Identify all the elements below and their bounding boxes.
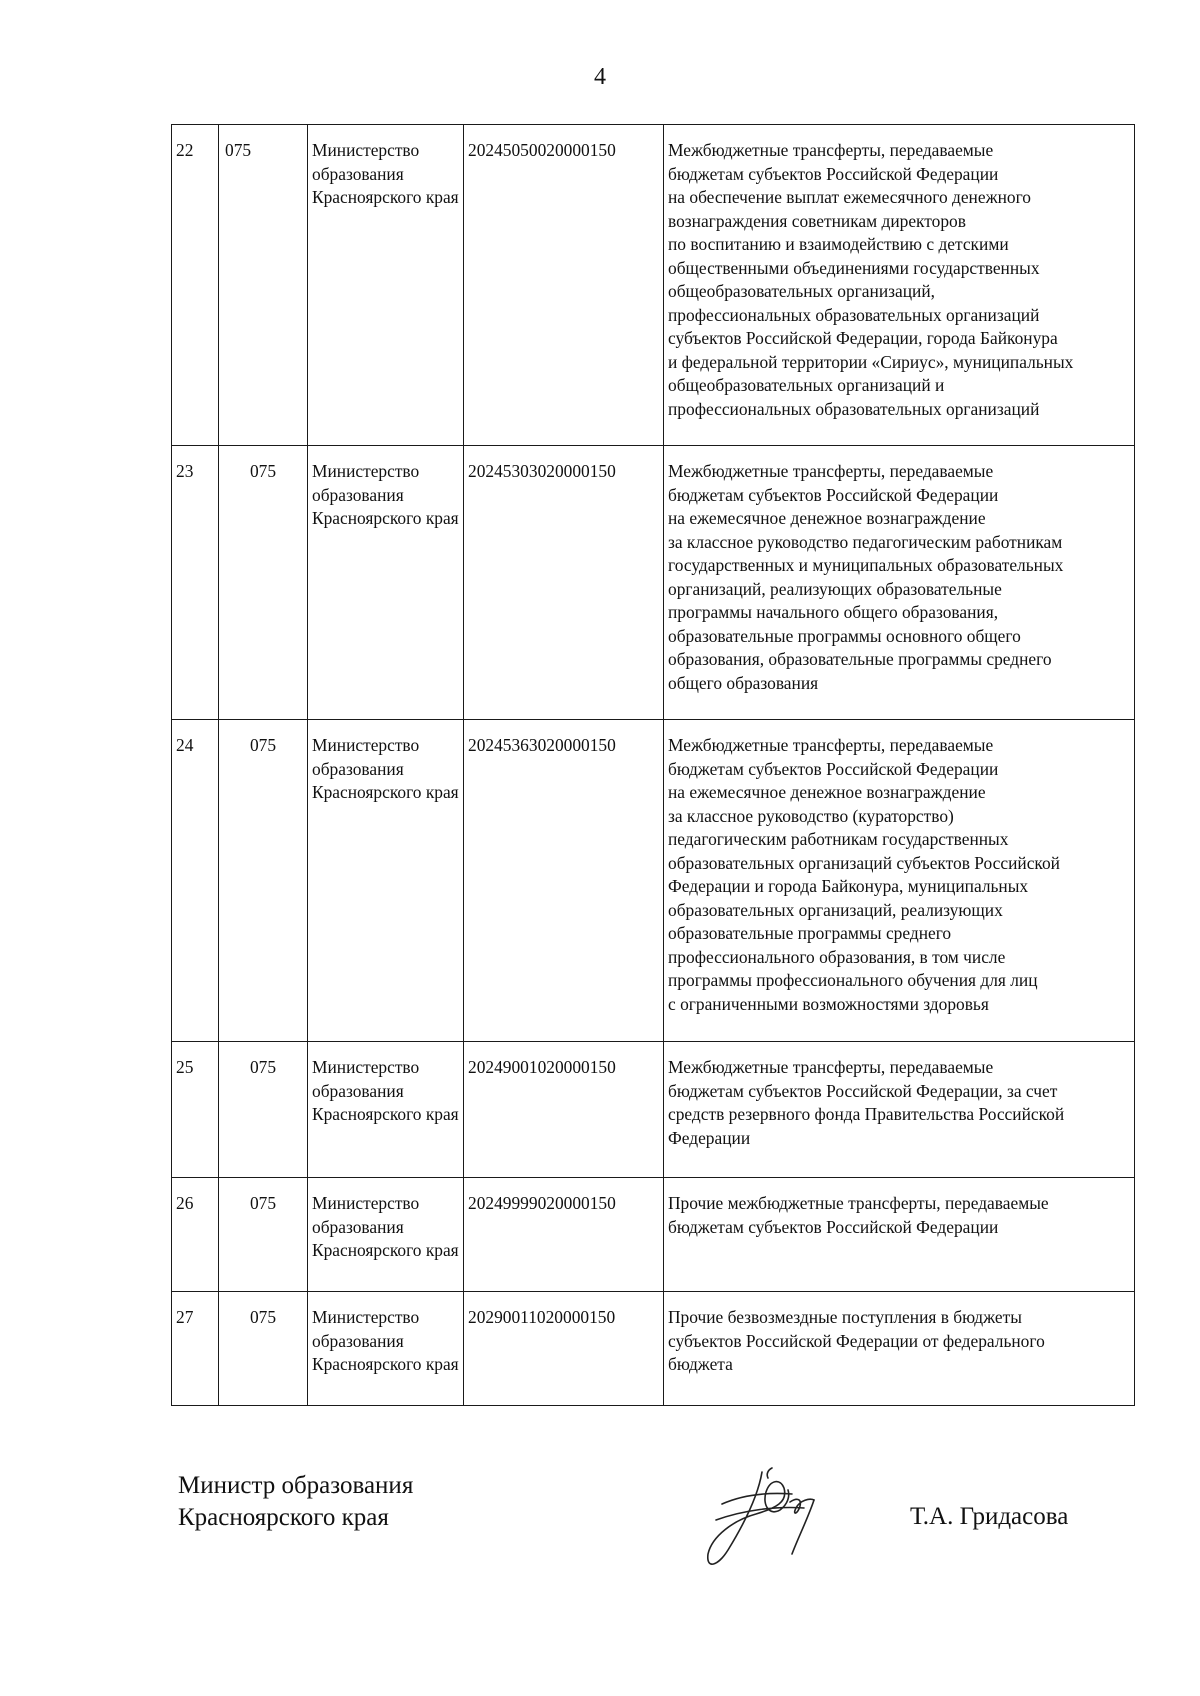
description-line: образовательные программы основного общего [668,625,1021,646]
admin-code: 075 [219,1292,308,1406]
description-line: программы начального общего образования, [668,602,999,622]
table-row [172,446,1135,720]
admin-code: 075 [219,446,308,720]
revenue-description [664,1292,1135,1406]
position-line: Красноярского края [178,1504,389,1531]
table-row [172,1178,1135,1292]
description-line: профессионального образования, в том числе [668,946,1006,967]
description-line: Прочие межбюджетные трансферты, передаваемые [668,1193,1049,1213]
revenue-description [664,125,1135,446]
revenue-description [664,1178,1135,1292]
organization-name: Министерство образования Красноярского края [308,1178,464,1292]
description-line: бюджета [668,1354,733,1374]
description-line: профессиональных образовательных организаций [668,304,1040,325]
revenue-description [664,720,1135,1042]
description-line: бюджетам субъектов Российской Федерации, за счет [668,1080,1058,1101]
description-line: образовательные программы среднего [668,923,952,943]
organization-name: Министерство образования Красноярского края [308,446,464,720]
revenue-description [664,446,1135,720]
description-line: образования, образовательные программы среднего [668,649,1052,669]
table-row [172,720,1135,1042]
budget-classification-code: 20245363020000150 [464,720,664,1042]
description-line: и федеральной территории «Сириус», муниципальных [668,351,1074,372]
description-line: Федерации [668,1127,751,1148]
description-line: образовательных организаций, реализующих [668,899,1003,920]
description-line: по воспитанию и взаимодействию с детскими [668,234,1009,254]
description-line: Межбюджетные трансферты, передаваемые [668,461,994,481]
description-line: бюджетам субъектов Российской Федерации [668,484,999,505]
description-line: организаций, реализующих образовательные [668,578,1002,599]
budget-classification-code: 20245050020000150 [464,125,664,446]
row-number: 27 [172,1292,219,1406]
page-number: 4 [594,64,606,90]
description-line: бюджетам субъектов Российской Федерации [668,758,999,779]
description-line: бюджетам субъектов Российской Федерации [668,163,999,184]
budget-classification-code: 20290011020000150 [464,1292,664,1406]
description-line: субъектов Российской Федерации от федерального [668,1330,1045,1351]
row-number: 24 [172,720,219,1042]
description-line: на ежемесячное денежное вознаграждение [668,508,986,528]
table-row [172,1042,1135,1178]
description-line: на ежемесячное денежное вознаграждение [668,782,986,802]
description-line: за классное руководство (кураторство) [668,805,954,826]
position-line: Министр образования [178,1472,414,1499]
description-line: Федерации и города Байконура, муниципальных [668,876,1029,896]
organization-name: Министерство образования Красноярского края [308,125,464,446]
row-number: 26 [172,1178,219,1292]
description-line: Межбюджетные трансферты, передаваемые [668,1057,994,1077]
admin-code: 075 [219,1042,308,1178]
description-line: Межбюджетные трансферты, передаваемые [668,735,994,755]
description-line: Прочие безвозмездные поступления в бюджеты [668,1307,1022,1327]
description-line: профессиональных образовательных организаций [668,398,1040,419]
description-line: с ограниченными возможностями здоровья [668,993,989,1014]
organization-name: Министерство образования Красноярского края [308,1292,464,1406]
description-line: субъектов Российской Федерации, города Байконура [668,328,1058,348]
description-line: бюджетам субъектов Российской Федерации [668,1216,999,1237]
organization-name: Министерство образования Красноярского края [308,1042,464,1178]
description-line: педагогическим работникам государственных [668,829,1009,849]
signatory-position [178,1470,413,1534]
row-number: 22 [172,125,219,446]
admin-code: 075 [219,125,308,446]
signatory-name: Т.А. Гридасова [910,1503,1069,1530]
budget-classification-code: 20249999020000150 [464,1178,664,1292]
description-line: Межбюджетные трансферты, передаваемые [668,140,994,160]
description-line: государственных и муниципальных образовательных [668,555,1064,575]
description-line: за классное руководство педагогическим работникам [668,531,1063,552]
table-row [172,1292,1135,1406]
organization-name: Министерство образования Красноярского края [308,720,464,1042]
budget-classification-code: 20249001020000150 [464,1042,664,1178]
admin-code: 075 [219,720,308,1042]
description-line: общего образования [668,672,819,693]
description-line: вознаграждения советникам директоров [668,210,966,231]
row-number: 23 [172,446,219,720]
description-line: образовательных организаций субъектов Российской [668,852,1060,873]
description-line: общественными объединениями государственных [668,257,1040,278]
row-number: 25 [172,1042,219,1178]
table-row [172,125,1135,446]
description-line: общеобразовательных организаций, [668,281,935,301]
handwritten-signature [692,1462,852,1582]
budget-classification-code: 20245303020000150 [464,446,664,720]
description-line: программы профессионального обучения для лиц [668,970,1038,990]
description-line: средств резервного фонда Правительства Российской [668,1104,1065,1124]
admin-code: 075 [219,1178,308,1292]
revenue-description [664,1042,1135,1178]
description-line: общеобразовательных организаций и [668,375,945,395]
budget-revenue-table [171,124,1135,1406]
description-line: на обеспечение выплат ежемесячного денежного [668,187,1031,207]
